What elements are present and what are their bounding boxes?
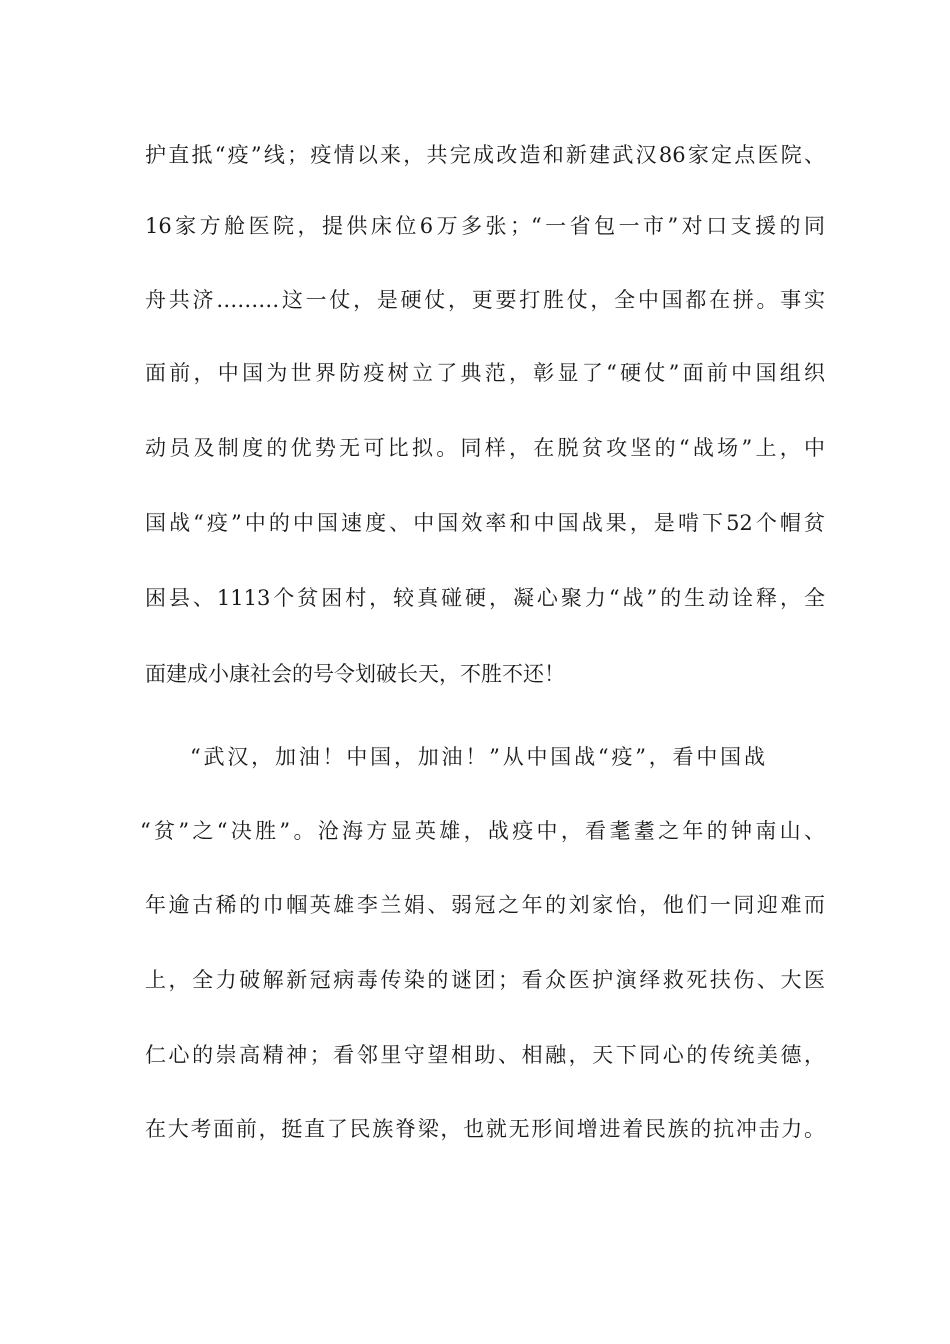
text-line: 舟共济………这一仗，是硬仗，更要打胜仗，全中国都在拼。事实 bbox=[145, 288, 825, 312]
text-line: 16家方舱医院，提供床位6万多张；“一省包一市”对口支援的同 bbox=[145, 214, 825, 238]
text-line: 困县、1113个贫困村，较真碰硬，凝心聚力“战”的生动诠释，全 bbox=[145, 586, 825, 610]
text-line: “武汉，加油！中国，加油！”从中国战“疫”，看中国战 bbox=[190, 745, 765, 769]
text-line: 面建成小康社会的号令划破长天，不胜不还！ bbox=[145, 662, 565, 686]
text-line: 动员及制度的优势无可比拟。同样，在脱贫攻坚的“战场”上，中 bbox=[145, 436, 825, 460]
text-line: 护直抵“疫”线；疫情以来，共完成改造和新建武汉86家定点医院、 bbox=[145, 143, 825, 167]
text-line: “贫”之“决胜”。沧海方显英雄，战疫中，看耄耋之年的钟南山、 bbox=[140, 819, 825, 843]
text-line: 面前，中国为世界防疫树立了典范，彰显了“硬仗”面前中国组织 bbox=[145, 361, 825, 385]
text-line: 国战“疫”中的中国速度、中国效率和中国战果，是啃下52个帽贫 bbox=[145, 511, 825, 535]
text-line: 上，全力破解新冠病毒传染的谜团；看众医护演绎救死扶伤、大医 bbox=[145, 968, 825, 992]
text-line: 仁心的崇高精神；看邻里守望相助、相融，天下同心的传统美德， bbox=[145, 1043, 825, 1067]
text-line: 在大考面前，挺直了民族脊梁，也就无形间增进着民族的抗冲击力。 bbox=[145, 1117, 825, 1141]
text-line: 年逾古稀的巾帼英雄李兰娟、弱冠之年的刘家怡，他们一同迎难而 bbox=[145, 893, 825, 917]
